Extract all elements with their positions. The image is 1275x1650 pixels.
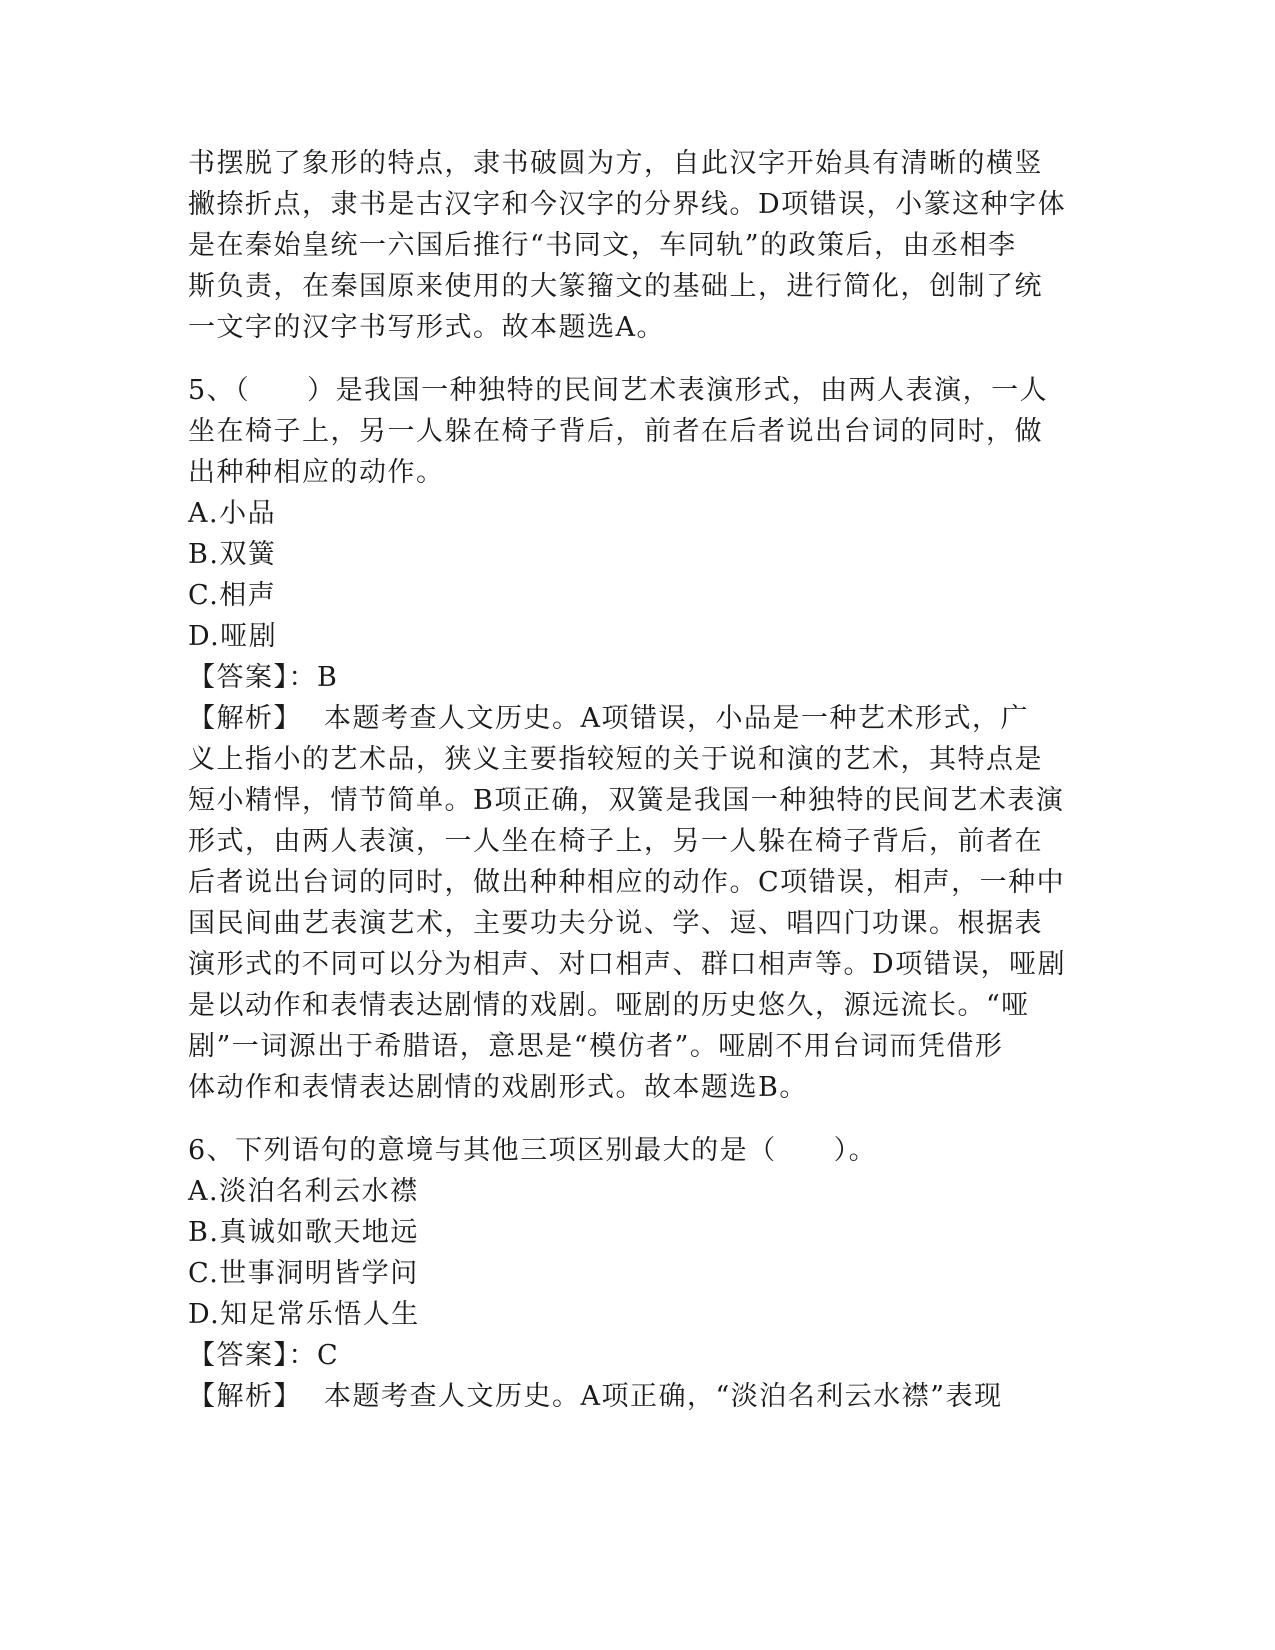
q5-analysis-line: 是以动作和表情表达剧情的戏剧。哑剧的历史悠久，源远流长。“哑 (188, 990, 1030, 1021)
q4-analysis-line: 书摆脱了象形的特点，隶书破圆为方，自此汉字开始具有清晰的横竖 (188, 148, 1043, 179)
q5-analysis-line: 形式，由两人表演，一人坐在椅子上，另一人躲在椅子背后，前者在 (188, 826, 1043, 857)
q5-stem-line: 坐在椅子上，另一人躲在椅子背后，前者在后者说出台词的同时，做 (188, 416, 1043, 447)
q5-analysis-line: 义上指小的艺术品，狭义主要指较短的关于说和演的艺术，其特点是 (188, 744, 1043, 775)
q5-stem-line: 出种种相应的动作。 (188, 457, 445, 488)
q6-analysis-first-line (188, 1380, 1088, 1414)
q5-option-c: C.相声 (188, 580, 277, 611)
q5-analysis-line: 剧”一词源出于希腊语，意思是“模仿者”。哑剧不用台词而凭借形 (188, 1031, 1004, 1062)
q4-analysis-line: 撇捺折点，隶书是古汉字和今汉字的分界线。D项错误，小篆这种字体 (188, 189, 1067, 220)
q5-analysis-line: 后者说出台词的同时，做出种种相应的动作。C项错误，相声，一种中 (188, 867, 1066, 898)
q5-analysis-line: 体动作和表情表达剧情的戏剧形式。故本题选B。 (188, 1072, 808, 1103)
q5-option-b: B.双簧 (188, 539, 277, 570)
q5-option-d: D.哑剧 (188, 621, 278, 652)
q5-analysis-first-line (188, 702, 1088, 736)
q6-option-b: B.真诚如歌天地远 (188, 1217, 419, 1248)
q5-answer: 【答案】：B (188, 662, 339, 693)
q5-analysis-line: 演形式的不同可以分为相声、对口相声、群口相声等。D项错误，哑剧 (188, 949, 1067, 980)
q6-option-d: D.知足常乐悟人生 (188, 1299, 420, 1330)
q5-analysis-line: 短小精悍，情节简单。B项正确，双簧是我国一种独特的民间艺术表演 (188, 785, 1065, 816)
q5-analysis-label: 【解析】 (188, 703, 302, 734)
q6-analysis-text: 本题考查人文历史。A项正确，“淡泊名利云水襟”表现 (324, 1381, 1003, 1412)
q4-analysis-line: 是在秦始皇统一六国后推行“书同文，车同轨”的政策后，由丞相李 (188, 230, 1017, 261)
q5-analysis-line: 国民间曲艺表演艺术，主要功夫分说、学、逗、唱四门功课。根据表 (188, 908, 1043, 939)
q6-answer: 【答案】：C (188, 1340, 340, 1371)
q5-stem-line: 5、（ ）是我国一种独特的民间艺术表演形式，由两人表演，一人 (188, 375, 1049, 406)
q5-analysis-text: 本题考查人文历史。A项错误，小品是一种艺术形式，广 (324, 703, 1029, 734)
q4-analysis-line: 斯负责，在秦国原来使用的大篆籀文的基础上，进行简化，创制了统 (188, 271, 1043, 302)
q6-stem: 6、下列语句的意境与其他三项区别最大的是（ ）。 (188, 1135, 878, 1166)
q6-option-a: A.淡泊名利云水襟 (188, 1176, 419, 1207)
q5-option-a: A.小品 (188, 498, 277, 529)
q6-option-c: C.世事洞明皆学问 (188, 1258, 419, 1289)
q6-analysis-label: 【解析】 (188, 1381, 302, 1412)
q4-analysis-line: 一文字的汉字书写形式。故本题选A。 (188, 312, 665, 343)
